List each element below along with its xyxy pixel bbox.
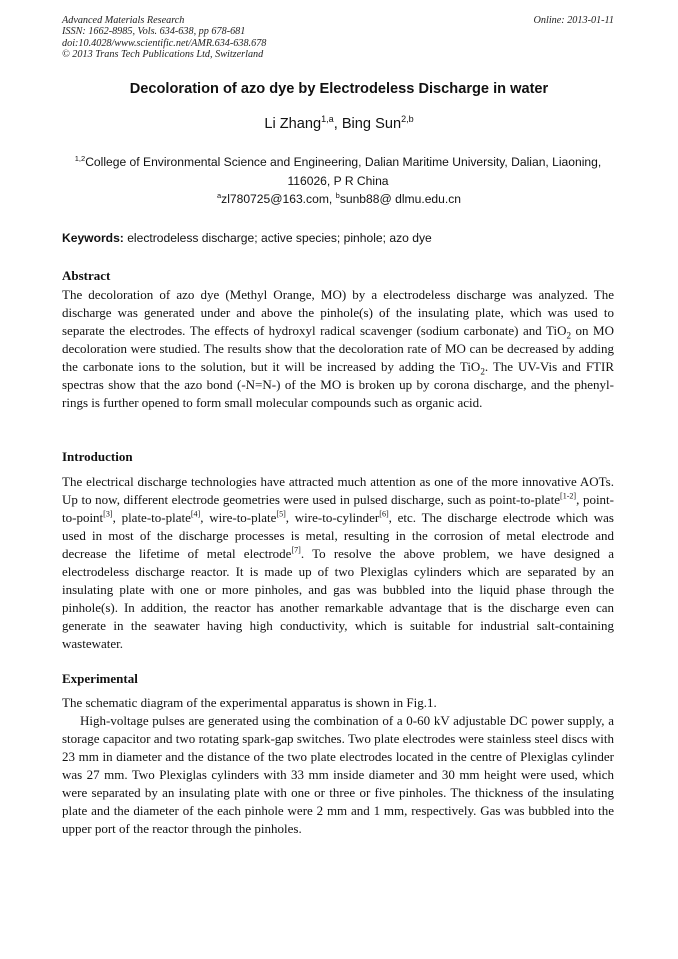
email-address: zl780725@163.com [221,192,329,207]
affiliation-text: College of Environmental Science and Engineering, Dalian Maritime University, Dalian, Liaoning, 116026, P R China [85,155,602,189]
abstract-heading: Abstract [62,268,111,283]
text-run: The decoloration of azo dye (Methyl Orange, MO) by a electrodeless discharge was analyzed. The discharge was generated under and above the pinhole(s) of the insulating plate, which was used to separate the electrodes. The effects of hydroxyl radical scavenger (sodium carbonate) and TiO [62,287,614,339]
keywords-text: electrodeless discharge; active species; pinhole; azo dye [123,231,432,245]
text-run: . The UV-Vis and FTIR spectras show that the azo bond (-N=N-) of the MO is broken up by corona discharge, and the phenyl-rings is further opened to form small molecular compounds such as organic acid. [62,359,614,411]
text-run: , etc. The discharge electrode which was used in most of the discharge processes is metal, resulting in the corrosion of metal electrode and decrease the lifetime of metal electrode [62,510,614,562]
copyright-line: © 2013 Trans Tech Publications Ltd, Switzerland [62,49,264,61]
email-separator: , [328,192,336,207]
author-affiliation-mark: 2,b [401,114,414,124]
author-name: Li Zhang [264,115,322,132]
issn-line: ISSN: 1662-8985, Vols. 634-638, pp 678-681 [62,26,246,38]
keywords-label: Keywords: [62,231,124,245]
text-run: , point-to-point [62,492,615,526]
experimental-heading: Experimental [62,671,138,686]
introduction-heading: Introduction [62,449,133,464]
author-name: Bing Sun [341,115,402,132]
online-date: Online: 2013-01-11 [533,15,614,26]
text-run: The electrical discharge technologies have attracted much attention as one of the more innovative AOTs. Up to now, different electrode geometries were used in pulsed discharge, such as point-to-plate [62,474,614,508]
text-run: , wire-to-cylinder [285,510,380,526]
experimental-body [62,694,614,838]
email-address: sunb88@ dlmu.edu.cn [339,192,462,207]
abstract-body [62,286,614,412]
citation: [1-2] [560,491,577,501]
keywords [62,231,614,245]
journal-header [62,15,614,61]
text-run: . To resolve the above problem, we have designed a electrodeless discharge reactor. It is made up of two Plexiglas cylinders which are separated by an insulating plate with one or more pinholes, and gas was bubbled into the liquid phase through the pinhole(s). In addition, the reactor has another remarkable advantage that is the discharge even can generate in the seawater having high conductivity, which is suitable for industrial salt-containing wastewater. [62,546,615,652]
experimental-paragraph: High-voltage pulses are generated using the combination of a 0-60 kV adjustable DC power supply, a storage capacitor and two rotating spark-gap switches. Two plate electrodes were stainless steel discs with 23 mm in diameter and the distance of the two plate electrodes located in the centre of Plexiglas cylinder was 27 mm. Two Plexiglas cylinders with 33 mm inside diameter and 30 mm height were used, which were separated by an insulating plate with one or three or five pinholes. The thickness of the insulating plate and the diameter of the each pinhole were 2 mm and 1 mm, respectively. Gas was bubbled into the upper port of the reactor through the pinholes. [62,713,614,837]
citation: [6] [379,509,389,519]
citation: [3] [103,509,113,519]
paper-title: Decoloration of azo dye by Electrodeless Discharge in water [129,81,549,97]
experimental-paragraph: The schematic diagram of the experimental apparatus is shown in Fig.1. [62,695,437,710]
citation: [5] [276,509,286,519]
author-list [0,114,678,132]
doi-line: doi:10.4028/www.scientific.net/AMR.634-638.678 [62,37,267,49]
citation: [4] [190,509,201,519]
journal-name: Advanced Materials Research [62,15,185,26]
text-run: , wire-to-plate [200,510,277,526]
subscript: 2 [566,330,572,341]
affiliation [62,149,614,191]
email-mark: a [216,191,222,200]
citation: [7] [291,545,301,555]
affiliation-mark: 1,2 [74,154,86,163]
author-emails [0,191,678,206]
introduction-body [62,473,614,653]
text-run: , plate-to-plate [112,510,191,526]
text-run: on MO decoloration were studied. The results show that the decoloration rate of MO can be decreased by adding the carbonate ions to the solution, but it will be increased by adding the TiO [62,323,614,375]
email-mark: b [335,191,340,200]
author-separator: , [333,115,342,132]
subscript: 2 [480,366,485,377]
author-affiliation-mark: 1,a [321,114,334,124]
